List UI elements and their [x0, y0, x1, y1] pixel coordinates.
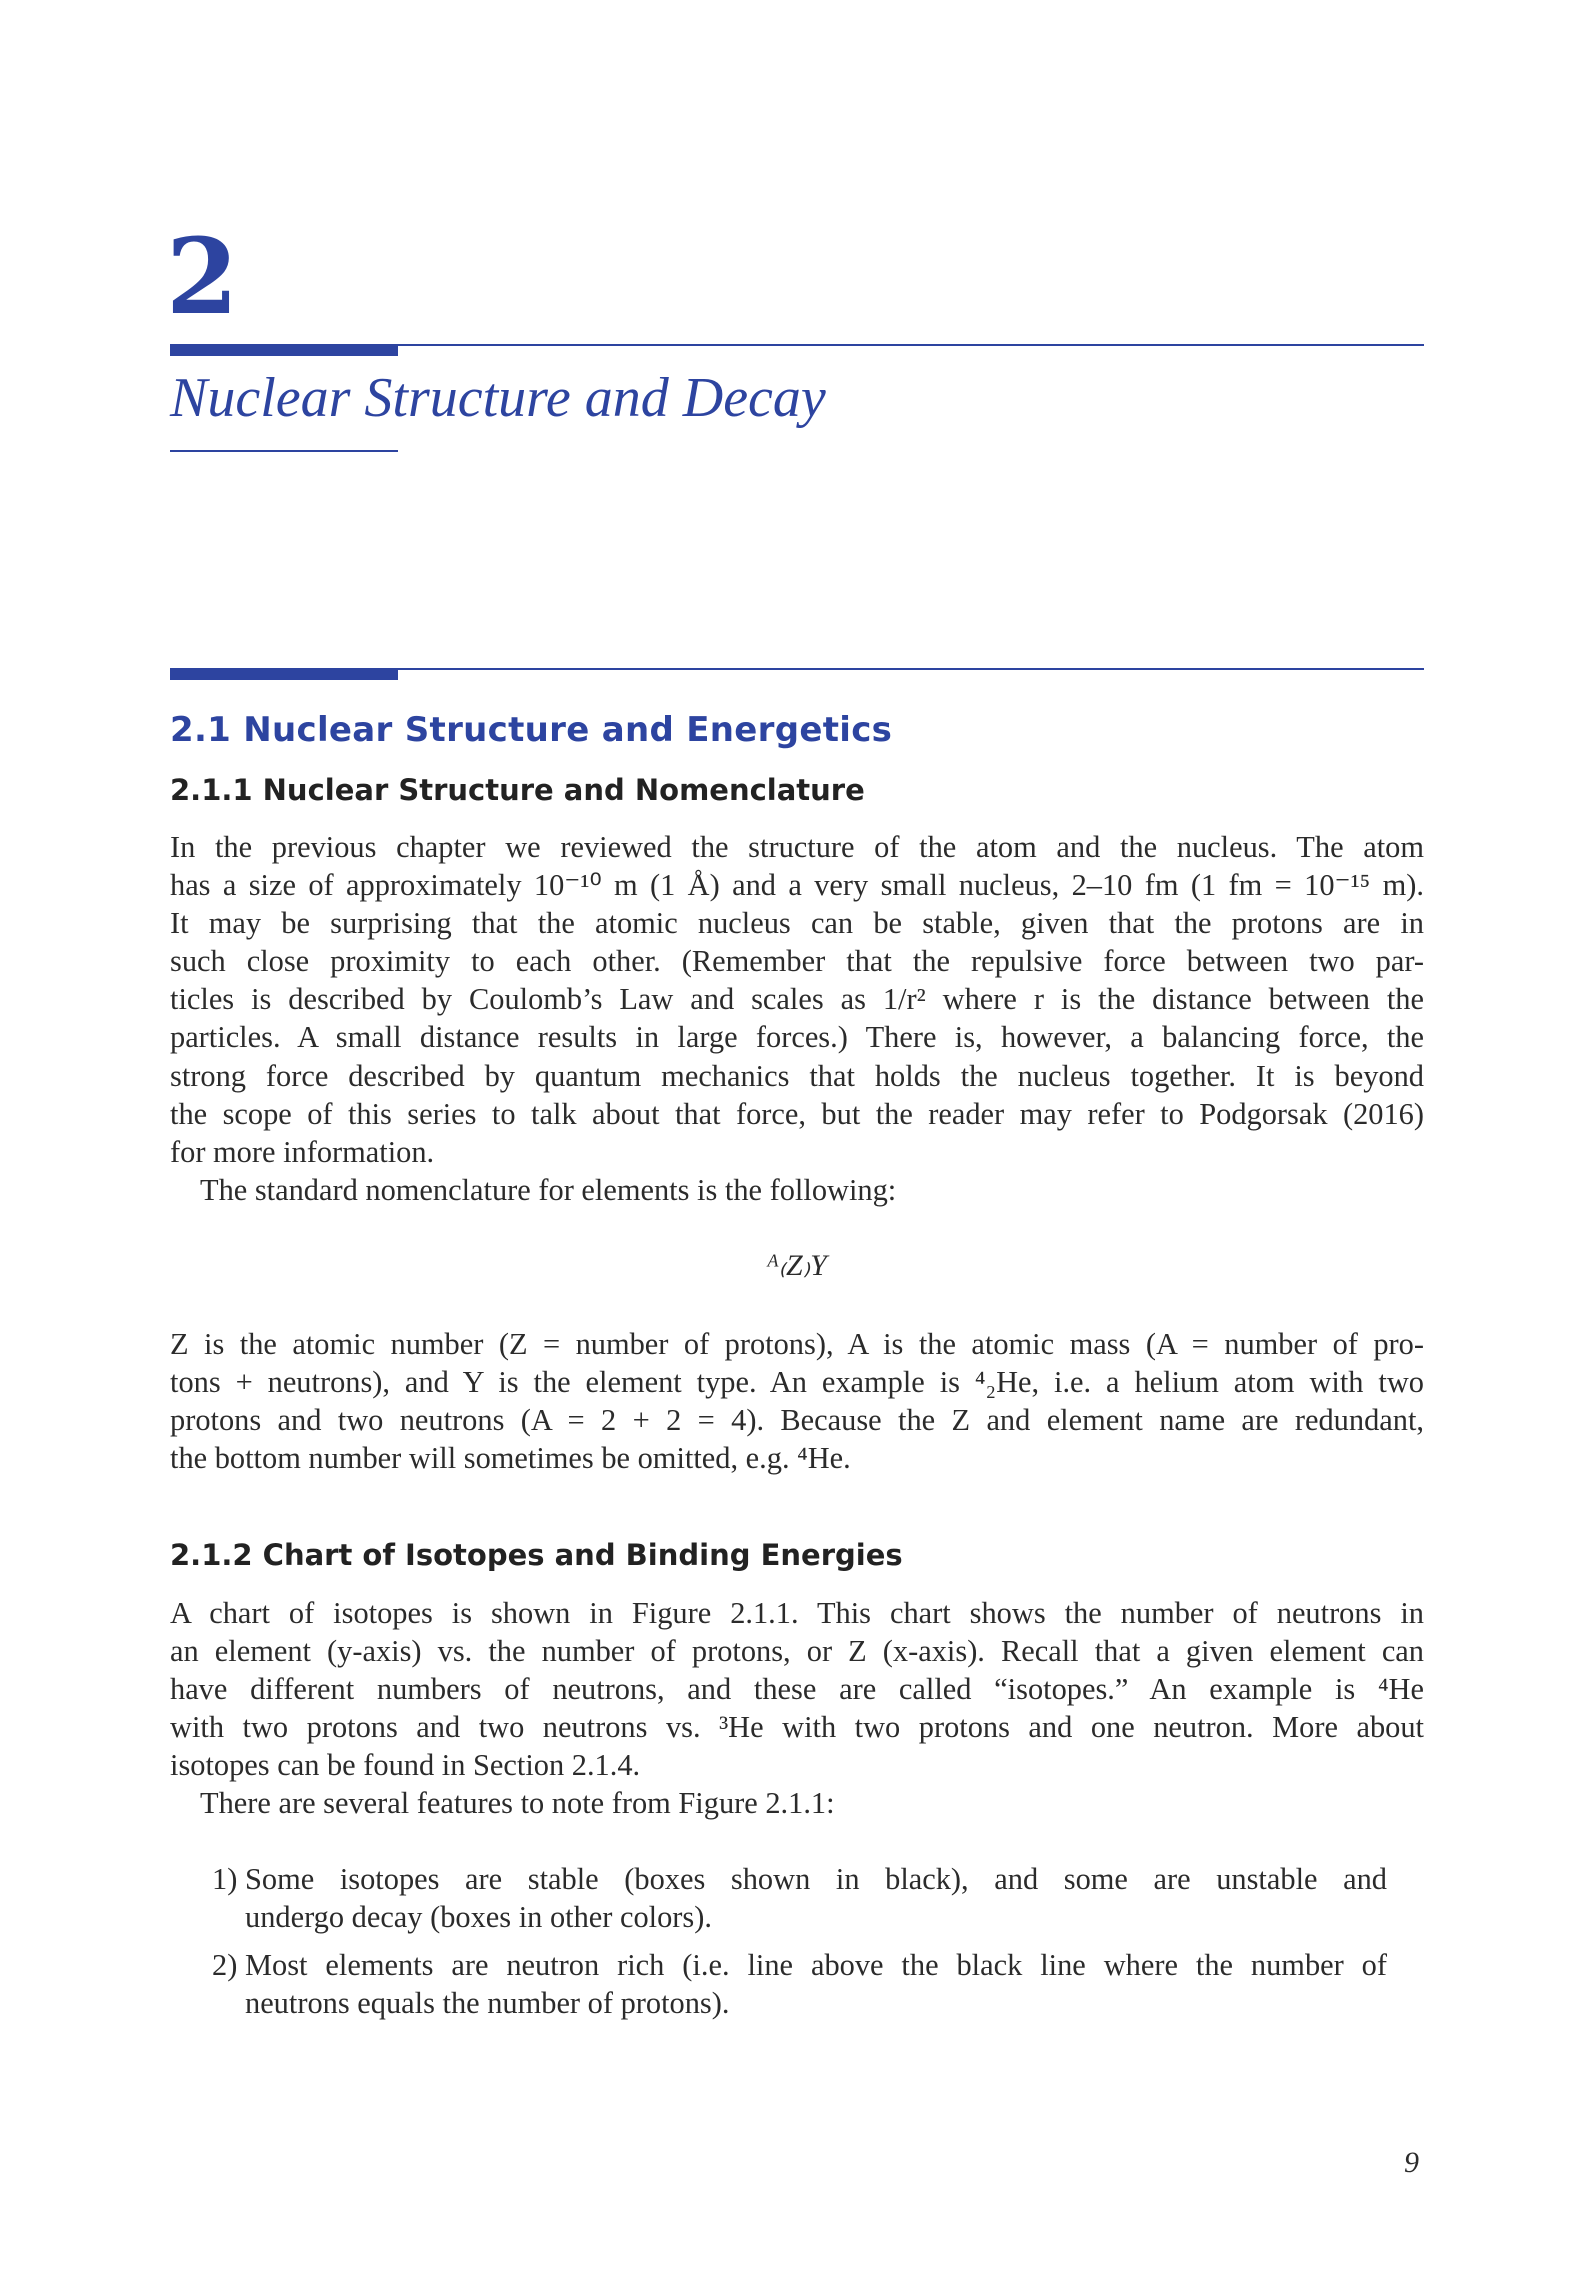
text-line: Z is the atomic number (Z = number of protons), A is the atomic mass (A = number of pro-: [170, 1327, 1424, 1361]
text-line: the bottom number will sometimes be omitted, e.g. ⁴He.: [170, 1441, 851, 1476]
chapter-number: 2: [166, 215, 239, 338]
text-line: such close proximity to each other. (Remember that the repulsive force between two par-: [170, 944, 1424, 979]
text-line: has a size of approximately 10⁻¹⁰ m (1 Å) and a very small nucleus, 2–10 fm (1 fm = 10⁻¹⁵ m).: [170, 868, 1424, 903]
text-line: strong force described by quantum mechanics that holds the nucleus together. It is beyond: [170, 1058, 1424, 1093]
section-title: 2.1 Nuclear Structure and Energetics: [170, 710, 893, 750]
paragraph-intro: [170, 828, 1424, 1209]
text-line: It may be surprising that the atomic nucleus can be stable, given that the protons are in: [170, 906, 1424, 941]
section-rule-thick: [170, 668, 398, 680]
text-line: tons + neutrons), and Y is the element type. An example is ⁴₂He, i.e. a helium atom with two: [170, 1365, 1424, 1400]
text-line: have different numbers of neutrons, and these are called “isotopes.” An example is ⁴He: [170, 1672, 1424, 1707]
paragraph-nomenclature: [170, 1325, 1424, 1477]
text-line: the scope of this series to talk about that force, but the reader may refer to Podgorsak (2016): [170, 1096, 1424, 1131]
text-line: In the previous chapter we reviewed the structure of the atom and the nucleus. The atom: [170, 830, 1424, 864]
text-line: particles. A small distance results in large forces.) There is, however, a balancing force, the: [170, 1020, 1424, 1055]
section-rule-thin: [398, 668, 1424, 670]
feature-list-item-2: [212, 1946, 1387, 2022]
nomenclature-formula: ᴬ₍Z₎Y: [766, 1249, 827, 1282]
text-line: ticles is described by Coulomb’s Law and scales as 1/r² where r is the distance between the: [170, 982, 1424, 1017]
page-number: 9: [1404, 2146, 1419, 2179]
text-line: for more information.: [170, 1134, 435, 1169]
subsection-title-2-1-1: 2.1.1 Nuclear Structure and Nomenclature: [170, 773, 865, 807]
feature-list-item-1: [212, 1860, 1387, 1936]
chapter-rule-thick: [170, 344, 398, 356]
text-line: protons and two neutrons (A = 2 + 2 = 4). Because the Z and element name are redundant,: [170, 1403, 1424, 1438]
text-line: isotopes can be found in Section 2.1.4.: [170, 1748, 641, 1783]
text-line: A chart of isotopes is shown in Figure 2.1.1. This chart shows the number of neutrons in: [170, 1596, 1424, 1630]
subsection-title-2-1-2: 2.1.2 Chart of Isotopes and Binding Energies: [170, 1538, 903, 1572]
list-number: 1): [212, 1862, 238, 1896]
text-line: The standard nomenclature for elements is the following:: [200, 1172, 897, 1207]
text-line: an element (y-axis) vs. the number of protons, or Z (x-axis). Recall that a given element can: [170, 1634, 1424, 1669]
list-number: 2): [212, 1948, 238, 1982]
text-line: neutrons equals the number of protons).: [245, 1986, 730, 2021]
text-line: with two protons and two neutrons vs. ³He with two protons and one neutron. More about: [170, 1710, 1424, 1745]
text-line: undergo decay (boxes in other colors).: [245, 1900, 712, 1935]
text-line: There are several features to note from Figure 2.1.1:: [200, 1786, 835, 1821]
chapter-title: Nuclear Structure and Decay: [170, 367, 826, 429]
paragraph-chart-of-isotopes: [170, 1594, 1424, 1823]
text-line: Some isotopes are stable (boxes shown in black), and some are unstable and: [245, 1862, 1387, 1896]
chapter-title-underline: [170, 450, 398, 452]
text-line: Most elements are neutron rich (i.e. line above the black line where the number of: [245, 1948, 1387, 1982]
chapter-rule-thin: [398, 344, 1424, 346]
